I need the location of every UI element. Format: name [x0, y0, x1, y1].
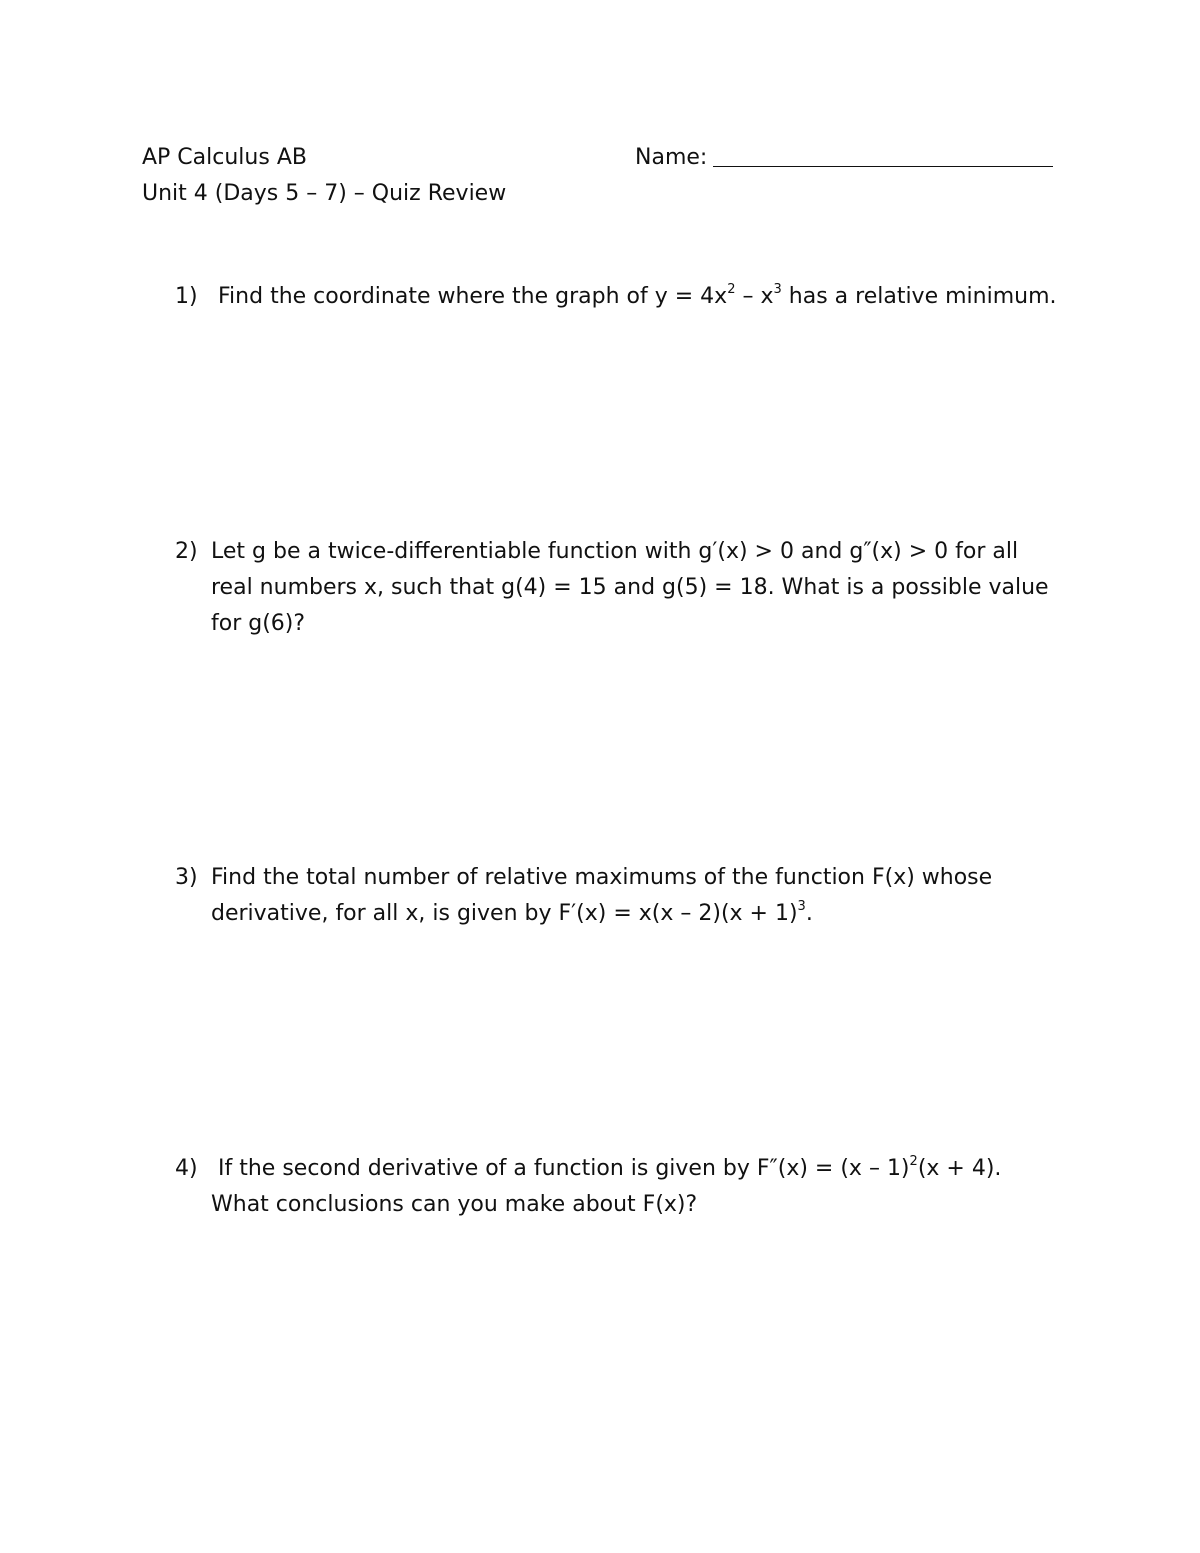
question-1-exponent-1: 2 [727, 281, 736, 297]
course-title: AP Calculus AB [142, 145, 307, 170]
question-1-text-b: – x [735, 284, 774, 309]
question-3-line-2 [211, 896, 813, 932]
question-3-number: 3) [175, 865, 198, 890]
question-3-line-2-text-b: . [805, 901, 813, 926]
question-4-line-1-text-a: If the second derivative of a function is given by F″(x) = (x – 1) [218, 1156, 910, 1181]
question-1-text [218, 279, 1057, 315]
question-2-number: 2) [175, 539, 198, 564]
name-field[interactable] [635, 140, 1053, 176]
question-4-exponent: 2 [909, 1153, 918, 1169]
question-3-line-2-text-a: derivative, for all x, is given by F′(x) = x(x – 2)(x + 1) [211, 901, 798, 926]
question-2-line-1: Let g be a twice-differentiable function with g′(x) > 0 and g″(x) > 0 for all [211, 539, 1019, 564]
question-1-text-c: has a relative minimum. [781, 284, 1057, 309]
question-4-line-2: What conclusions can you make about F(x)? [211, 1192, 698, 1217]
question-4-number: 4) [175, 1156, 198, 1181]
question-2-line-3: for g(6)? [211, 611, 306, 636]
question-1-text-a: Find the coordinate where the graph of y = 4x [218, 284, 728, 309]
question-4-line-1-text-b: (x + 4). [917, 1156, 1002, 1181]
unit-title: Unit 4 (Days 5 – 7) – Quiz Review [142, 181, 507, 206]
question-4-line-1 [218, 1151, 1001, 1187]
question-3-line-1: Find the total number of relative maximums of the function F(x) whose [211, 865, 993, 890]
name-label: Name: [635, 145, 708, 170]
question-3-exponent: 3 [797, 898, 806, 914]
question-1-exponent-2: 3 [773, 281, 782, 297]
name-blank-line[interactable] [713, 140, 1053, 167]
question-2-line-2: real numbers x, such that g(4) = 15 and g(5) = 18. What is a possible value [211, 575, 1049, 600]
question-1-number: 1) [175, 284, 198, 309]
